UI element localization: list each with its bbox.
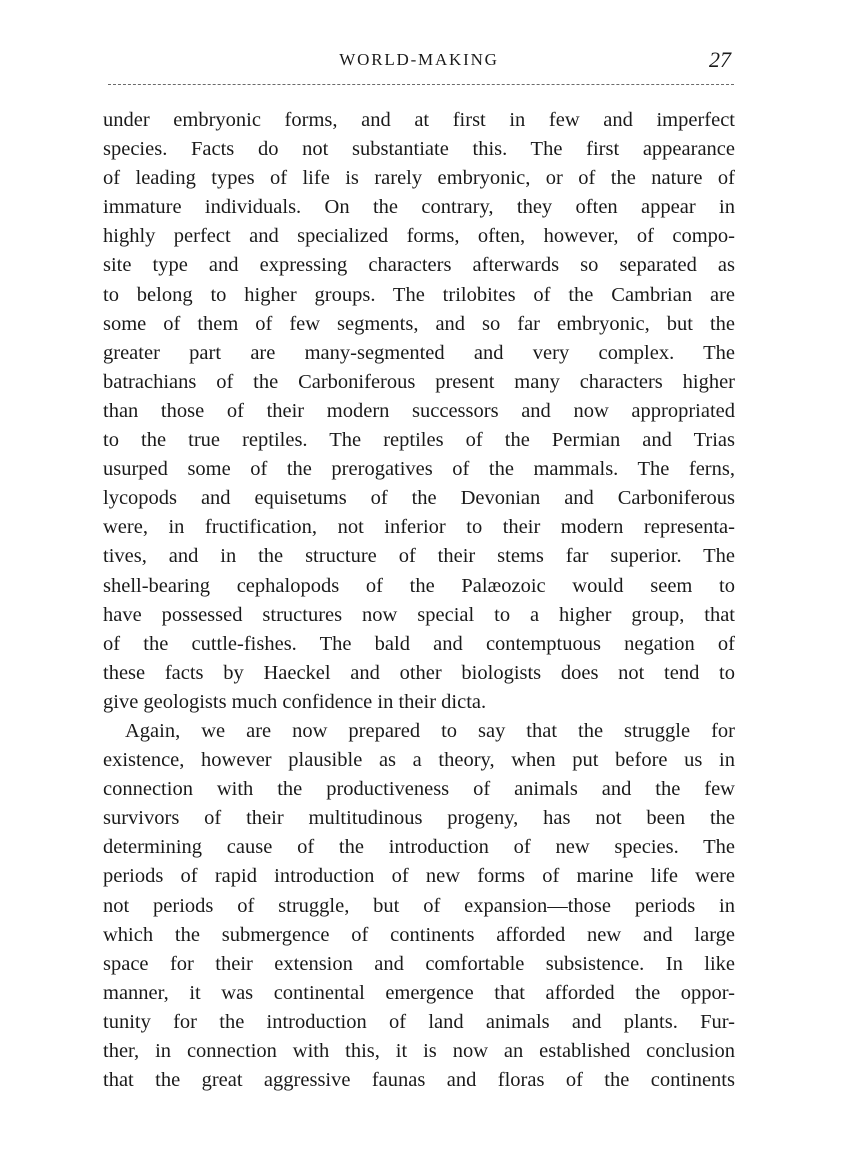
text-line: batrachians of the Carboniferous present many characters higher — [103, 370, 735, 393]
text-line: space for their extension and comfortable subsistence. In like — [103, 952, 735, 975]
running-title: WORLD-MAKING — [339, 50, 499, 69]
text-line: site type and expressing characters afterwards so separated as — [103, 254, 735, 277]
text-line: have possessed structures now special to a higher group, that — [103, 603, 735, 626]
text-line: periods of rapid introduction of new forms of marine life were — [103, 865, 735, 888]
text-line: greater part are many-segmented and very complex. The — [103, 341, 735, 364]
text-line: not periods of struggle, but of expansion—those periods in — [103, 894, 735, 917]
text-line: connection with the productiveness of animals and the few — [103, 778, 735, 801]
text-line: give geologists much confidence in their dicta. — [103, 690, 487, 713]
text-line: immature individuals. On the contrary, they often appear in — [103, 196, 735, 219]
text-line: species. Facts do not substantiate this. The first appearance — [103, 138, 735, 161]
text-line: highly perfect and specialized forms, often, however, of compo- — [103, 225, 735, 248]
text-line: tunity for the introduction of land animals and plants. Fur- — [103, 1010, 735, 1033]
text-line: survivors of their multitudinous progeny, has not been the — [103, 807, 735, 830]
text-line: under embryonic forms, and at first in few and imperfect — [103, 109, 735, 131]
text-line: of leading types of life is rarely embryonic, or of the nature of — [103, 167, 735, 190]
text-line: that the great aggressive faunas and floras of the continents — [103, 1069, 735, 1092]
text-line: of the cuttle-fishes. The bald and contemptuous negation of — [103, 632, 735, 655]
text-line: usurped some of the prerogatives of the mammals. The ferns, — [103, 458, 735, 481]
header-rule — [108, 84, 734, 85]
text-line: some of them of few segments, and so far embryonic, but the — [103, 312, 735, 335]
text-line: determining cause of the introduction of new species. The — [103, 836, 735, 859]
text-line: to belong to higher groups. The trilobites of the Cambrian are — [103, 283, 735, 306]
text-line: these facts by Haeckel and other biologists does not tend to — [103, 661, 735, 684]
text-line: lycopods and equisetums of the Devonian and Carboniferous — [103, 487, 735, 510]
text-line: ther, in connection with this, it is now an established conclusion — [103, 1040, 735, 1062]
text-line: than those of their modern successors and now appropriated — [103, 399, 735, 422]
text-line: Again, we are now prepared to say that the struggle for — [125, 719, 735, 742]
page-number: 27 — [709, 47, 731, 72]
text-line: to the true reptiles. The reptiles of the Permian and Trias — [103, 429, 735, 452]
paragraph-2 — [103, 717, 735, 1095]
text-line: which the submergence of continents afforded new and large — [103, 923, 735, 946]
text-line: existence, however plausible as a theory, when put before us in — [103, 749, 735, 772]
text-line: manner, it was continental emergence that afforded the oppor- — [103, 981, 735, 1004]
body-text — [103, 106, 735, 1095]
text-line: were, in fructification, not inferior to their modern representa- — [103, 516, 735, 539]
running-head — [103, 48, 735, 78]
text-line: tives, and in the structure of their stems far superior. The — [103, 545, 735, 568]
paragraph-1 — [103, 106, 735, 717]
text-line: shell-bearing cephalopods of the Palæozoic would seem to — [103, 574, 735, 597]
